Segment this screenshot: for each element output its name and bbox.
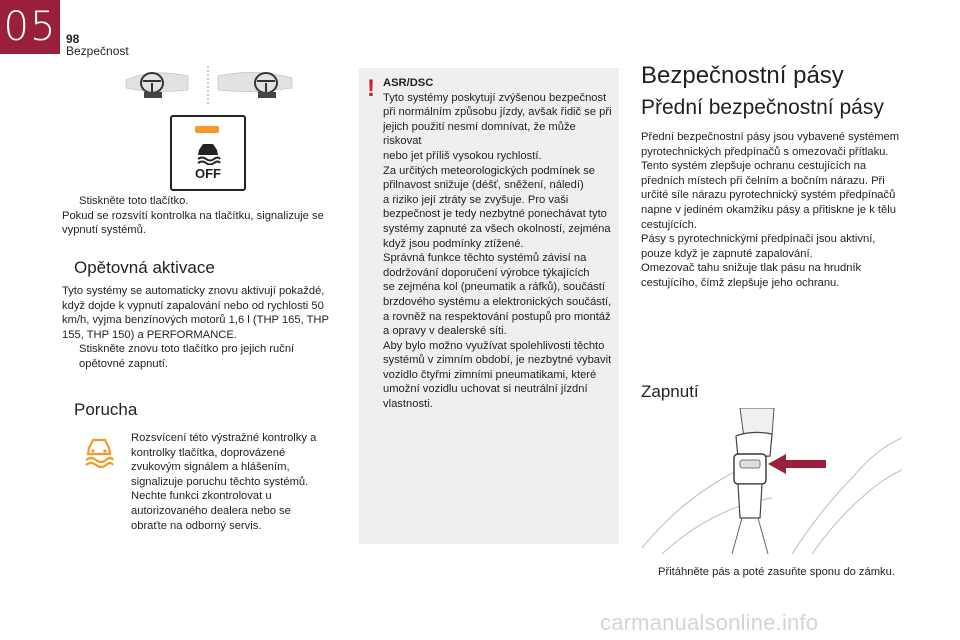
- failure-heading: Porucha: [74, 400, 138, 419]
- steering-wheel-illustration: [122, 66, 296, 106]
- warning-line: se zejména kol (pneumatik a ráfků), součástí: [383, 281, 605, 294]
- warning-title: ASR/DSC: [383, 77, 434, 89]
- chapter-tab: 05: [0, 0, 60, 54]
- paragraph-line: pouze když je zapnuté zapalování.: [641, 247, 813, 260]
- warning-line: umožní vozidlu uchovat si neutrální jízdní: [383, 383, 588, 396]
- bullet-icon: [62, 194, 79, 209]
- seatbelt-buckle-illustration: [622, 408, 902, 554]
- paragraph-line: Omezovač tahu snižuje tlak pásu na hrudník: [641, 262, 862, 275]
- paragraph-line: cestujícího, čímž zlepšuje jeho ochranu.: [641, 276, 840, 289]
- esp-off-button-illustration: [170, 115, 246, 191]
- steering-wheel-right-icon: [218, 72, 292, 98]
- section-name: Bezpečnost: [66, 44, 129, 58]
- warning-line: Správná funkce těchto systémů závisí na: [383, 252, 587, 265]
- warning-line: vozidlo čtyřmi zimními pneumatikami, které: [383, 368, 597, 381]
- warning-line: a rovněž na respektování postupů pro montáž: [383, 310, 611, 323]
- off-badge: OFF: [195, 166, 221, 181]
- page-number: 98: [66, 32, 80, 46]
- paragraph-line: napne v jediném okamžiku pásy a přitiskne je k tělu: [641, 203, 896, 216]
- warning-text: [383, 76, 615, 412]
- warning-line: a opravy v dealerské síti.: [383, 325, 507, 338]
- fastening-instruction: [641, 565, 911, 580]
- paragraph-line: určité síle nárazu pyrotechnický systém předpínačů: [641, 189, 896, 202]
- bullet-icon: [62, 342, 79, 371]
- warning-line: jejich použití nesmí domnívat, že může riskovat: [383, 120, 576, 148]
- warning-line: systémy zapnuté za všech okolností, zejména: [383, 222, 611, 235]
- skid-car-icon: [194, 141, 222, 165]
- paragraph-line: předních místech při čelním a bočním nárazu. Při: [641, 174, 885, 187]
- reactivation-bullet-text: Stiskněte znovu toto tlačítko pro jejich ruční opětovné zapnutí.: [79, 343, 295, 370]
- skid-warning-lamp-icon: [83, 436, 115, 468]
- instruction-note: Pokud se rozsvítí kontrolka na tlačítku, signalizuje se vypnutí systémů.: [62, 209, 324, 237]
- warning-line: dodržování doporučení výrobce týkajících: [383, 266, 590, 279]
- warning-icon: !: [367, 75, 375, 102]
- warning-line: když jsou podmínky ztížené.: [383, 237, 524, 250]
- steering-wheel-left-icon: [126, 73, 188, 98]
- instruction-text: Stiskněte toto tlačítko.: [79, 195, 189, 207]
- seatbelt-paragraph: [641, 130, 911, 291]
- failure-text: Rozsvícení této výstražné kontrolky a kontrolky tlačítka, doprovázené zvukovým signálem a hlášením, signalizuje poruchu těchto systémů. Nechte funkci zkontrolovat u autorizovaného dealera nebo se obraťte na odborný servis.: [131, 432, 317, 532]
- reactivation-text: Tyto systémy se automaticky znovu aktivují pokaždé, když dojde k vypnutí zapalování nebo od rychlosti 50 km/h, vyjma benzínových motorů 1,6 l (THP 165, THP 155, THP 150) a PERFORMANCE.: [62, 285, 329, 341]
- warning-line: a riziko její ztráty se zvyšuje. Pro vaši: [383, 193, 569, 206]
- paragraph-line: Pásy s pyrotechnickými předpínači jsou aktivní,: [641, 233, 876, 246]
- warning-line: při normálním způsobu jízdy, avšak řidič se při: [383, 106, 612, 119]
- paragraph-line: Tento systém zlepšuje ochranu cestujících na: [641, 160, 867, 173]
- instruction-block: [62, 194, 342, 238]
- watermark: carmanualsonline.info: [600, 610, 819, 635]
- warning-line: Aby bylo možno využívat spolehlivosti těchto: [383, 339, 605, 352]
- paragraph-line: pyrotechnických předpínačů s omezovači přítlaku.: [641, 145, 889, 158]
- bullet-icon: [641, 565, 658, 580]
- warning-line: systémů v zimním období, je nezbytné vybavit: [383, 354, 612, 367]
- reactivation-block: [62, 284, 342, 372]
- paragraph-line: Přední bezpečnostní pásy jsou vybavené systémem: [641, 131, 900, 143]
- fastening-instruction-text: Přitáhněte pás a poté zasuňte sponu do zámku.: [658, 566, 895, 578]
- warning-line: nebo jet příliš vysokou rychlostí.: [383, 149, 542, 162]
- warning-line: vlastnosti.: [383, 398, 433, 411]
- page-title: Bezpečnostní pásy: [641, 62, 844, 89]
- warning-line: brzdového systému a elektronických součástí,: [383, 295, 612, 308]
- section-title: Přední bezpečnostní pásy: [641, 96, 884, 119]
- paragraph-line: cestujících.: [641, 218, 697, 231]
- warning-line: Za určitých meteorologických podmínek se: [383, 164, 596, 177]
- warning-line: přilnavost snižuje (déšť, sněžení, náledí): [383, 179, 584, 192]
- indicator-lamp: [195, 126, 219, 133]
- warning-line: Tyto systémy poskytují zvýšenou bezpečnost: [383, 91, 607, 104]
- fastening-heading: Zapnutí: [641, 382, 699, 401]
- warning-line: bezpečnost je tedy nezbytné ponechávat tyto: [383, 208, 607, 221]
- reactivation-heading: Opětovná aktivace: [74, 258, 215, 277]
